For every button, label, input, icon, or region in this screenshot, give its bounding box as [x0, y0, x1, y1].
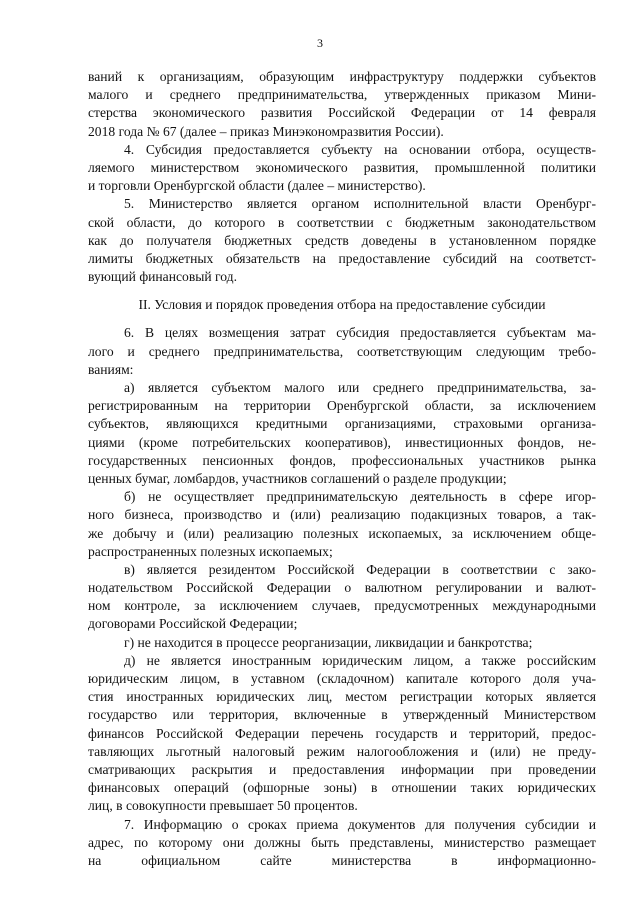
paragraph [88, 816, 596, 871]
text-line: на официальном сайте министерства в информационно- [88, 852, 596, 868]
text-line: 7. Информацию о сроках приема документов для получения субсидии и [124, 816, 596, 832]
text-line: вующий финансовый год. [88, 269, 237, 285]
text-line: 6. В целях возмещения затрат субсидия предоставляется субъектам ма- [124, 325, 596, 341]
text-line: как до получателя бюджетных средств доведены в установленном порядке [88, 232, 596, 248]
text-line: ваниям: [88, 361, 134, 377]
text-line: стерства экономического развития Российской Федерации от 14 февраля [88, 105, 596, 121]
paragraph [88, 141, 596, 196]
text-line: и торговли Оренбургской области (далее – министерство). [88, 178, 426, 194]
text-line: лимиты бюджетных обязательств на предоставление субсидий на соответст- [88, 250, 596, 266]
paragraph [88, 652, 596, 816]
text-line: 5. Министерство является органом исполнительной власти Оренбург- [124, 196, 596, 212]
text-line: д) не является иностранным юридическим лицом, а также российским [124, 652, 596, 668]
paragraph [88, 488, 596, 561]
text-line: ного бизнеса, производство и (или) реализацию подакцизных товаров, а так- [88, 507, 596, 523]
text-line: ваний к организациям, образующим инфраструктуру поддержки субъектов [88, 69, 596, 84]
text-line: нодательством Российской Федерации о валютном регулировании и валют- [88, 580, 596, 596]
section-heading: II. Условия и порядок проведения отбора на предоставление субсидии [138, 297, 546, 313]
text-line: 4. Субсидия предоставляется субъекту на основании отбора, осуществ- [124, 141, 596, 157]
text-line: финансов Российской Федерации перечень государств и территорий, предос- [88, 725, 596, 741]
text-line: а) является субъектом малого или среднего предпринимательства, за- [124, 380, 596, 395]
text-line: ценных бумаг, ломбардов, участников соглашений о разделе продукции; [88, 470, 507, 486]
page-number: 3 [317, 36, 323, 50]
text-line: юридическим лицом, в уставном (складочном) капитале которого доля уча- [88, 671, 596, 686]
text-line: же добычу и (или) реализацию полезных ископаемых, за исключением обще- [88, 525, 596, 541]
text-line: государство или территория, включенные в утвержденный Министерством [88, 707, 596, 723]
text-line: распространенных полезных ископаемых; [88, 543, 333, 559]
text-line: стия иностранных юридических лиц, местом регистрации которых является [88, 689, 596, 705]
paragraph [88, 68, 596, 141]
text-line: лого и среднего предпринимательства, соответствующим следующим требо- [88, 343, 596, 359]
text-line: регистрированным на территории Оренбургской области, за исключением [88, 398, 596, 414]
paragraph [88, 561, 596, 634]
document-body [88, 68, 596, 870]
paragraph [88, 379, 596, 488]
text-line: в) является резидентом Российской Федерации в соответствии с зако- [124, 561, 596, 577]
text-line: ской области, до которого в соответствии с бюджетным законодательством [88, 214, 596, 230]
paragraph [88, 634, 596, 652]
text-line: адрес, по которому они должны быть представлены, министерство размещает [88, 834, 596, 850]
text-line: договорами Российской Федерации; [88, 616, 298, 632]
text-line: г) не находится в процессе реорганизации, ликвидации и банкротства; [124, 634, 533, 650]
text-line: б) не осуществляет предпринимательскую деятельность в сфере игор- [124, 489, 596, 505]
text-line: 2018 года № 67 (далее – приказ Минэкономразвития России). [88, 123, 444, 139]
text-line: циями (кроме потребительских кооперативов), инвестиционных фондов, не- [88, 434, 596, 450]
text-line: лиц, в совокупности превышает 50 процентов. [88, 798, 358, 814]
text-line: сматривающих раскрытия и предоставления информации при проведении [88, 761, 596, 777]
text-line: государственных пенсионных фондов, профессиональных участников рынка [88, 452, 596, 468]
text-line: субъектов, являющихся кредитными организациями, страховыми организа- [88, 416, 596, 432]
text-line: ляемого министерством экономического развития, промышленной политики [88, 159, 596, 175]
paragraph [88, 195, 596, 286]
text-line: ном контроле, за исключением случаев, предусмотренных международными [88, 598, 596, 614]
paragraph [88, 324, 596, 379]
text-line: финансовых операций (офшорные зоны) в отношении таких юридических [88, 780, 596, 796]
text-line: тавляющих льготный налоговый режим налогообложения и (или) не преду- [88, 743, 596, 759]
text-line: малого и среднего предпринимательства, утвержденных приказом Мини- [88, 87, 596, 103]
